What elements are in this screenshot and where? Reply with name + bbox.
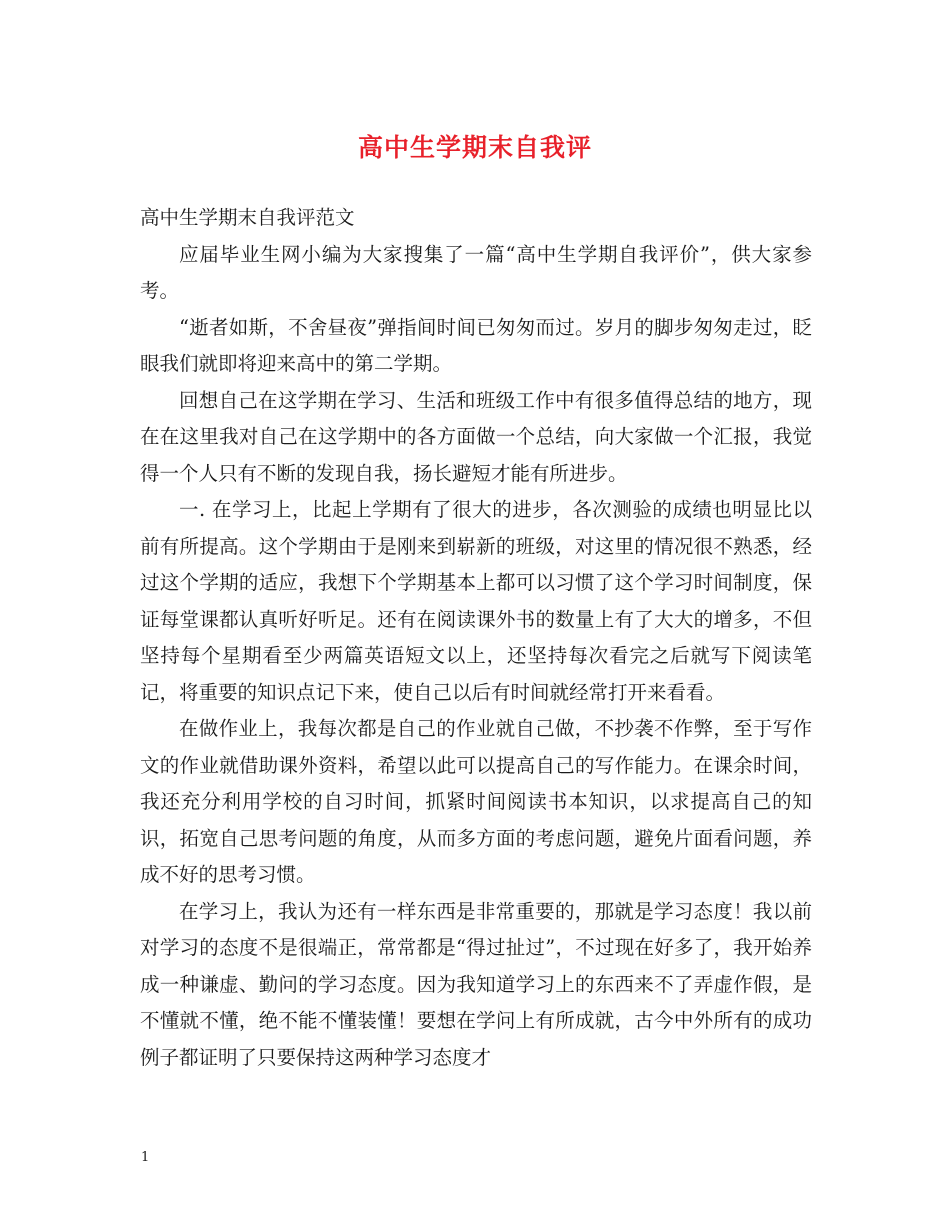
subtitle-paragraph: 高中生学期末自我评范文 (140, 206, 355, 229)
document-title: 高中生学期末自我评 (357, 133, 592, 162)
document-body (140, 200, 812, 1076)
body-paragraph: 一. 在学习上，比起上学期有了很大的进步，各次测验的成绩也明显比以前有所提高。这个学期由于是刚来到崭新的班级，对这里的情况很不熟悉，经过这个学期的适应，我想下个学期基本上都可以习惯了这个学习时间制度，保证每堂课都认真听好听足。还有在阅读课外书的数量上有了大大的增多，不但坚持每个星期看至少两篇英语短文以上，还坚持每次看完之后就写下阅读笔记，将重要的知识点记下来，使自己以后有时间就经常打开来看看。 (140, 498, 812, 704)
body-paragraph: 回想自己在这学期在学习、生活和班级工作中有很多值得总结的地方，现在在这里我对自己在这学期中的各方面做一个总结，向大家做一个汇报，我觉得一个人只有不断的发现自我，扬长避短才能有所进步。 (140, 388, 812, 485)
page-number: 1 (141, 1150, 150, 1165)
body-paragraph: 在学习上，我认为还有一样东西是非常重要的，那就是学习态度！我以前对学习的态度不是很端正，常常都是“得过扯过”，不过现在好多了，我开始养成一种谦虚、勤问的学习态度。因为我知道学习上的东西来不了弄虚作假，是不懂就不懂，绝不能不懂装懂！要想在学问上有所成就，古今中外所有的成功例子都证明了只要保持这两种学习态度才 (140, 899, 812, 1069)
body-paragraph: 应届毕业生网小编为大家搜集了一篇“高中生学期自我评价”，供大家参考。 (140, 242, 812, 302)
body-paragraph: 在做作业上，我每次都是自己的作业就自己做，不抄袭不作弊，至于写作文的作业就借助课外资料，希望以此可以提高自己的写作能力。在课余时间，我还充分利用学校的自习时间，抓紧时间阅读书本知识，以求提高自己的知识，拓宽自己思考问题的角度，从而多方面的考虑问题，避免片面看问题，养成不好的思考习惯。 (140, 717, 812, 886)
body-paragraph: “逝者如斯，不舍昼夜”弹指间时间已匆匆而过。岁月的脚步匆匆走过，眨眼我们就即将迎来高中的第二学期。 (140, 315, 812, 375)
